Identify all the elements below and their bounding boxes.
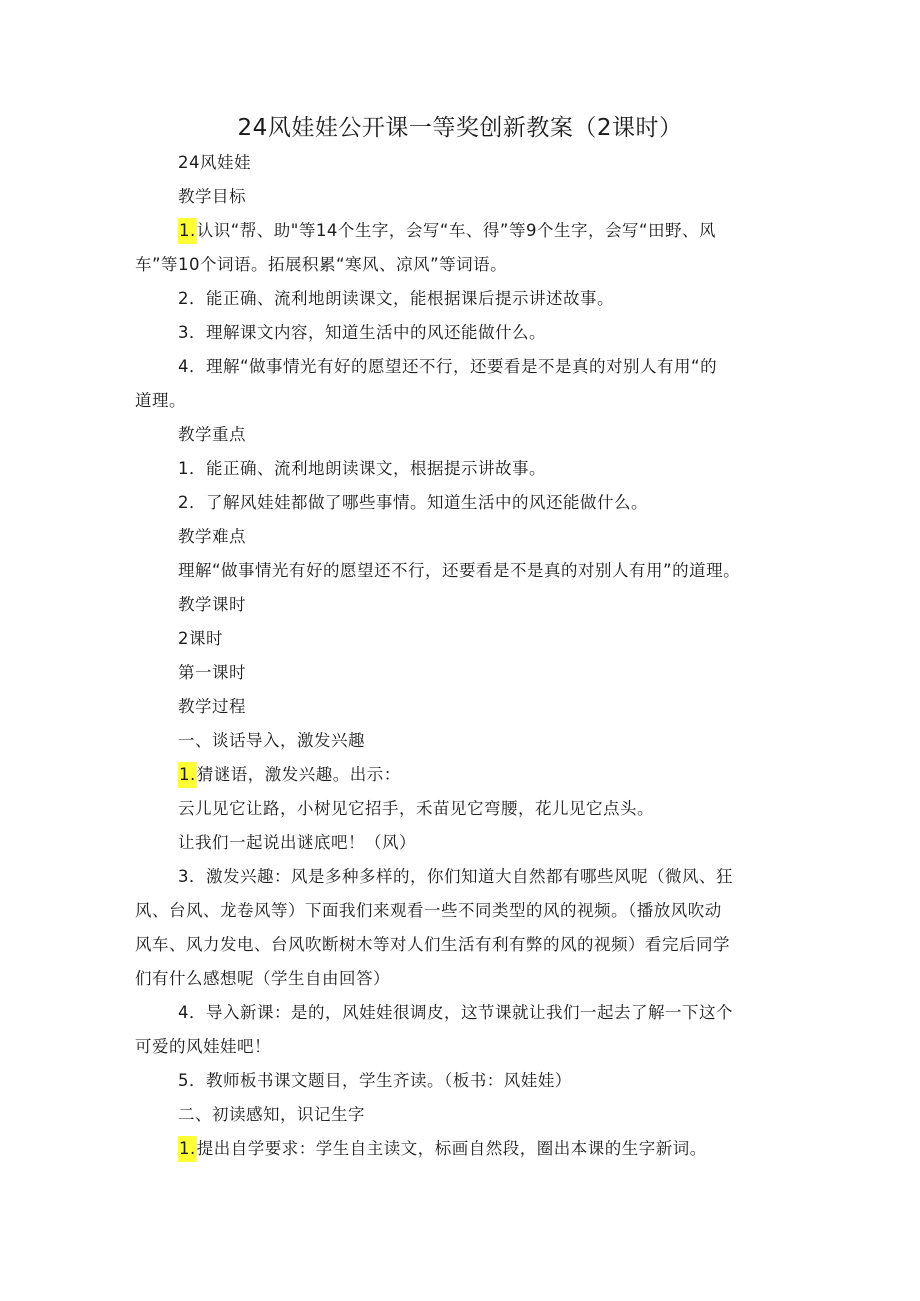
goal-item-1-continued: 车”等10个词语。拓展积累“寒风、凉风”等词语。 [135,255,508,274]
goal-item-4: 4．理解“做事情光有好的愿望还不行，还要看是不是真的对别人有用“的 [178,357,718,376]
goal-item-1 [178,218,716,244]
step-heading-1: 一、谈话导入，激发兴趣 [178,731,365,750]
step-1-item-1-text: 猜谜语，激发兴趣。出示： [196,765,401,784]
highlighted-number: 1. [178,762,197,788]
section-heading-periods: 教学课时 [178,595,246,614]
section-heading-key-points: 教学重点 [178,425,246,444]
section-heading-goals: 教学目标 [178,187,246,206]
step-2-item-1-text: 提出自学要求：学生自主读文，标画自然段，圈出本课的生字新词。 [196,1139,707,1158]
step-heading-2: 二、初读感知，识记生字 [178,1105,365,1124]
key-point-2: 2．了解风娃娃都做了哪些事情。知道生活中的风还能做什么。 [178,493,648,512]
step-1-item-4: 4．导入新课：是的，风娃娃很调皮，这节课就让我们一起去了解一下这个 [178,1003,733,1022]
section-heading-difficulty: 教学难点 [178,527,246,546]
step-2-item-1 [178,1136,707,1162]
highlighted-number: 1. [178,1136,197,1162]
highlighted-number: 1. [178,218,197,244]
difficulty-text: 理解“做事情光有好的愿望还不行，还要看是不是真的对别人有用”的道理。 [178,561,741,580]
step-1-item-4-continued: 可爱的风娃娃吧！ [135,1037,271,1056]
step-1-item-3-continued-2: 风车、风力发电、台风吹断树木等对人们生活有利有弊的风的视频）看完后同学 [135,935,730,954]
first-period-heading: 第一课时 [178,663,246,682]
section-heading-process: 教学过程 [178,697,246,716]
step-1-item-3: 3．激发兴趣：风是多种多样的，你们知道大自然都有哪些风呢（微风、狂 [178,867,733,886]
step-1-item-3-continued-1: 风、台风、龙卷风等）下面我们来观看一些不同类型的风的视频。（播放风吹动 [135,901,722,920]
goal-item-4-continued: 道理。 [135,391,186,410]
step-1-item-3-continued-3: 们有什么感想呢（学生自由回答） [135,969,390,988]
step-1-item-5: 5．教师板书课文题目，学生齐读。（板书：风娃娃） [178,1071,572,1090]
step-1-item-1 [178,762,401,788]
key-point-1: 1．能正确、流利地朗读课文，根据提示讲故事。 [178,459,546,478]
document-title: 24风娃娃公开课一等奖创新教案（2课时） [237,115,683,141]
riddle-answer: 让我们一起说出谜底吧！（风） [178,833,416,852]
goal-item-3: 3．理解课文内容，知道生活中的风还能做什么。 [178,323,546,342]
goal-item-2: 2．能正确、流利地朗读课文，能根据课后提示讲述故事。 [178,289,614,308]
periods-value: 2课时 [178,629,223,648]
goal-item-1-text: 认识“帮、助"等14个生字，会写“车、得”等9个生字，会写“田野、风 [196,221,717,240]
riddle-text: 云儿见它让路，小树见它招手，禾苗见它弯腰，花儿见它点头。 [178,799,654,818]
lesson-name: 24风娃娃 [178,153,251,172]
